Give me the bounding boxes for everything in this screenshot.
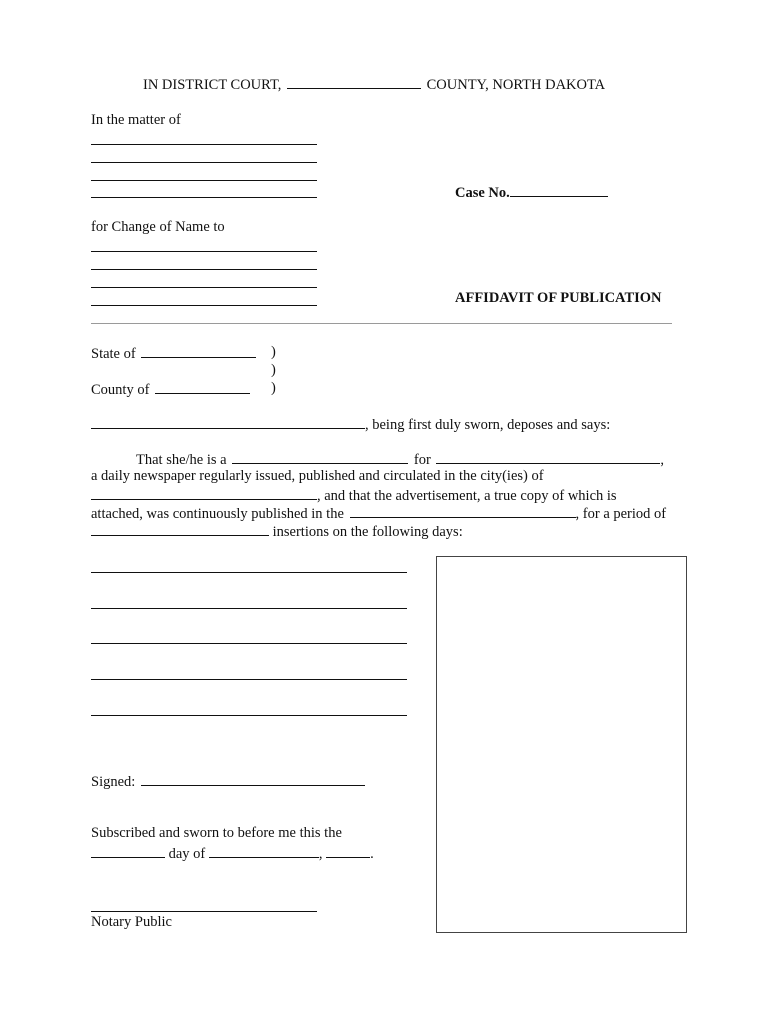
new-name-line-3[interactable] [91, 287, 317, 288]
date-period: . [370, 846, 374, 862]
publication-day-line-5[interactable] [91, 715, 407, 716]
publication-blank[interactable] [350, 504, 576, 518]
para-line-4 [91, 504, 666, 523]
newspaper-blank[interactable] [436, 450, 660, 464]
para-line-3 [91, 486, 617, 505]
notary-label: Notary Public [91, 914, 172, 930]
sworn-row [91, 415, 610, 434]
publication-day-line-4[interactable] [91, 679, 407, 680]
matter-label: In the matter of [91, 112, 181, 128]
day-of-label: day of [168, 846, 206, 862]
signed-label: Signed: [91, 774, 136, 790]
title-blank[interactable] [232, 450, 408, 464]
date-row [91, 844, 374, 863]
court-prefix: IN DISTRICT COURT, [143, 77, 282, 93]
bracket-2: ) [271, 362, 276, 378]
case-no-blank[interactable] [510, 183, 608, 197]
state-row [91, 344, 256, 363]
signature-blank[interactable] [141, 772, 365, 786]
notary-signature-line[interactable] [91, 911, 317, 912]
day-blank[interactable] [91, 844, 165, 858]
insertions-count-blank[interactable] [91, 522, 269, 536]
matter-line-4[interactable] [91, 197, 317, 198]
state-label: State of [91, 346, 136, 362]
signed-row [91, 772, 365, 791]
court-suffix: COUNTY, NORTH DAKOTA [426, 77, 606, 93]
document-title: AFFIDAVIT OF PUBLICATION [455, 290, 662, 306]
affiant-name-blank[interactable] [91, 415, 365, 429]
para-line-4-end: , for a period of [575, 506, 667, 522]
case-no-label: Case No. [455, 185, 510, 201]
case-no [455, 183, 608, 202]
para-start: That she/he is a [136, 452, 227, 468]
month-blank[interactable] [209, 844, 319, 858]
bracket-1: ) [271, 344, 276, 360]
sworn-text: , being first duly sworn, deposes and says: [365, 417, 611, 433]
para-line-2: a daily newspaper regularly issued, published and circulated in the city(ies) of [91, 468, 544, 484]
subscribed-text: Subscribed and sworn to before me this the [91, 825, 342, 841]
matter-line-2[interactable] [91, 162, 317, 163]
county-of-blank[interactable] [155, 380, 250, 394]
para-line-3-text: , and that the advertisement, a true copy of which is [317, 488, 617, 504]
para-for: for [413, 452, 431, 468]
new-name-line-2[interactable] [91, 269, 317, 270]
para-line-5-text: insertions on the following days: [272, 524, 463, 540]
publication-day-line-3[interactable] [91, 643, 407, 644]
caption-divider [91, 323, 672, 324]
year-blank[interactable] [326, 844, 370, 858]
publication-day-line-2[interactable] [91, 608, 407, 609]
para-line-4-start: attached, was continuously published in the [91, 506, 344, 522]
city-blank[interactable] [91, 486, 317, 500]
para-comma: , [660, 452, 665, 468]
matter-line-3[interactable] [91, 180, 317, 181]
county-label: County of [91, 382, 150, 398]
state-blank[interactable] [141, 344, 256, 358]
para-line-1 [136, 450, 664, 469]
court-header [143, 75, 605, 94]
publication-day-line-1[interactable] [91, 572, 407, 573]
bracket-3: ) [271, 380, 276, 396]
new-name-line-4[interactable] [91, 305, 317, 306]
county-row [91, 380, 250, 399]
advertisement-copy-box [436, 556, 687, 933]
date-comma: , [318, 846, 323, 862]
county-blank[interactable] [287, 75, 421, 89]
change-of-name-label: for Change of Name to [91, 219, 225, 235]
matter-line-1[interactable] [91, 144, 317, 145]
new-name-line-1[interactable] [91, 251, 317, 252]
para-line-5 [91, 522, 463, 541]
